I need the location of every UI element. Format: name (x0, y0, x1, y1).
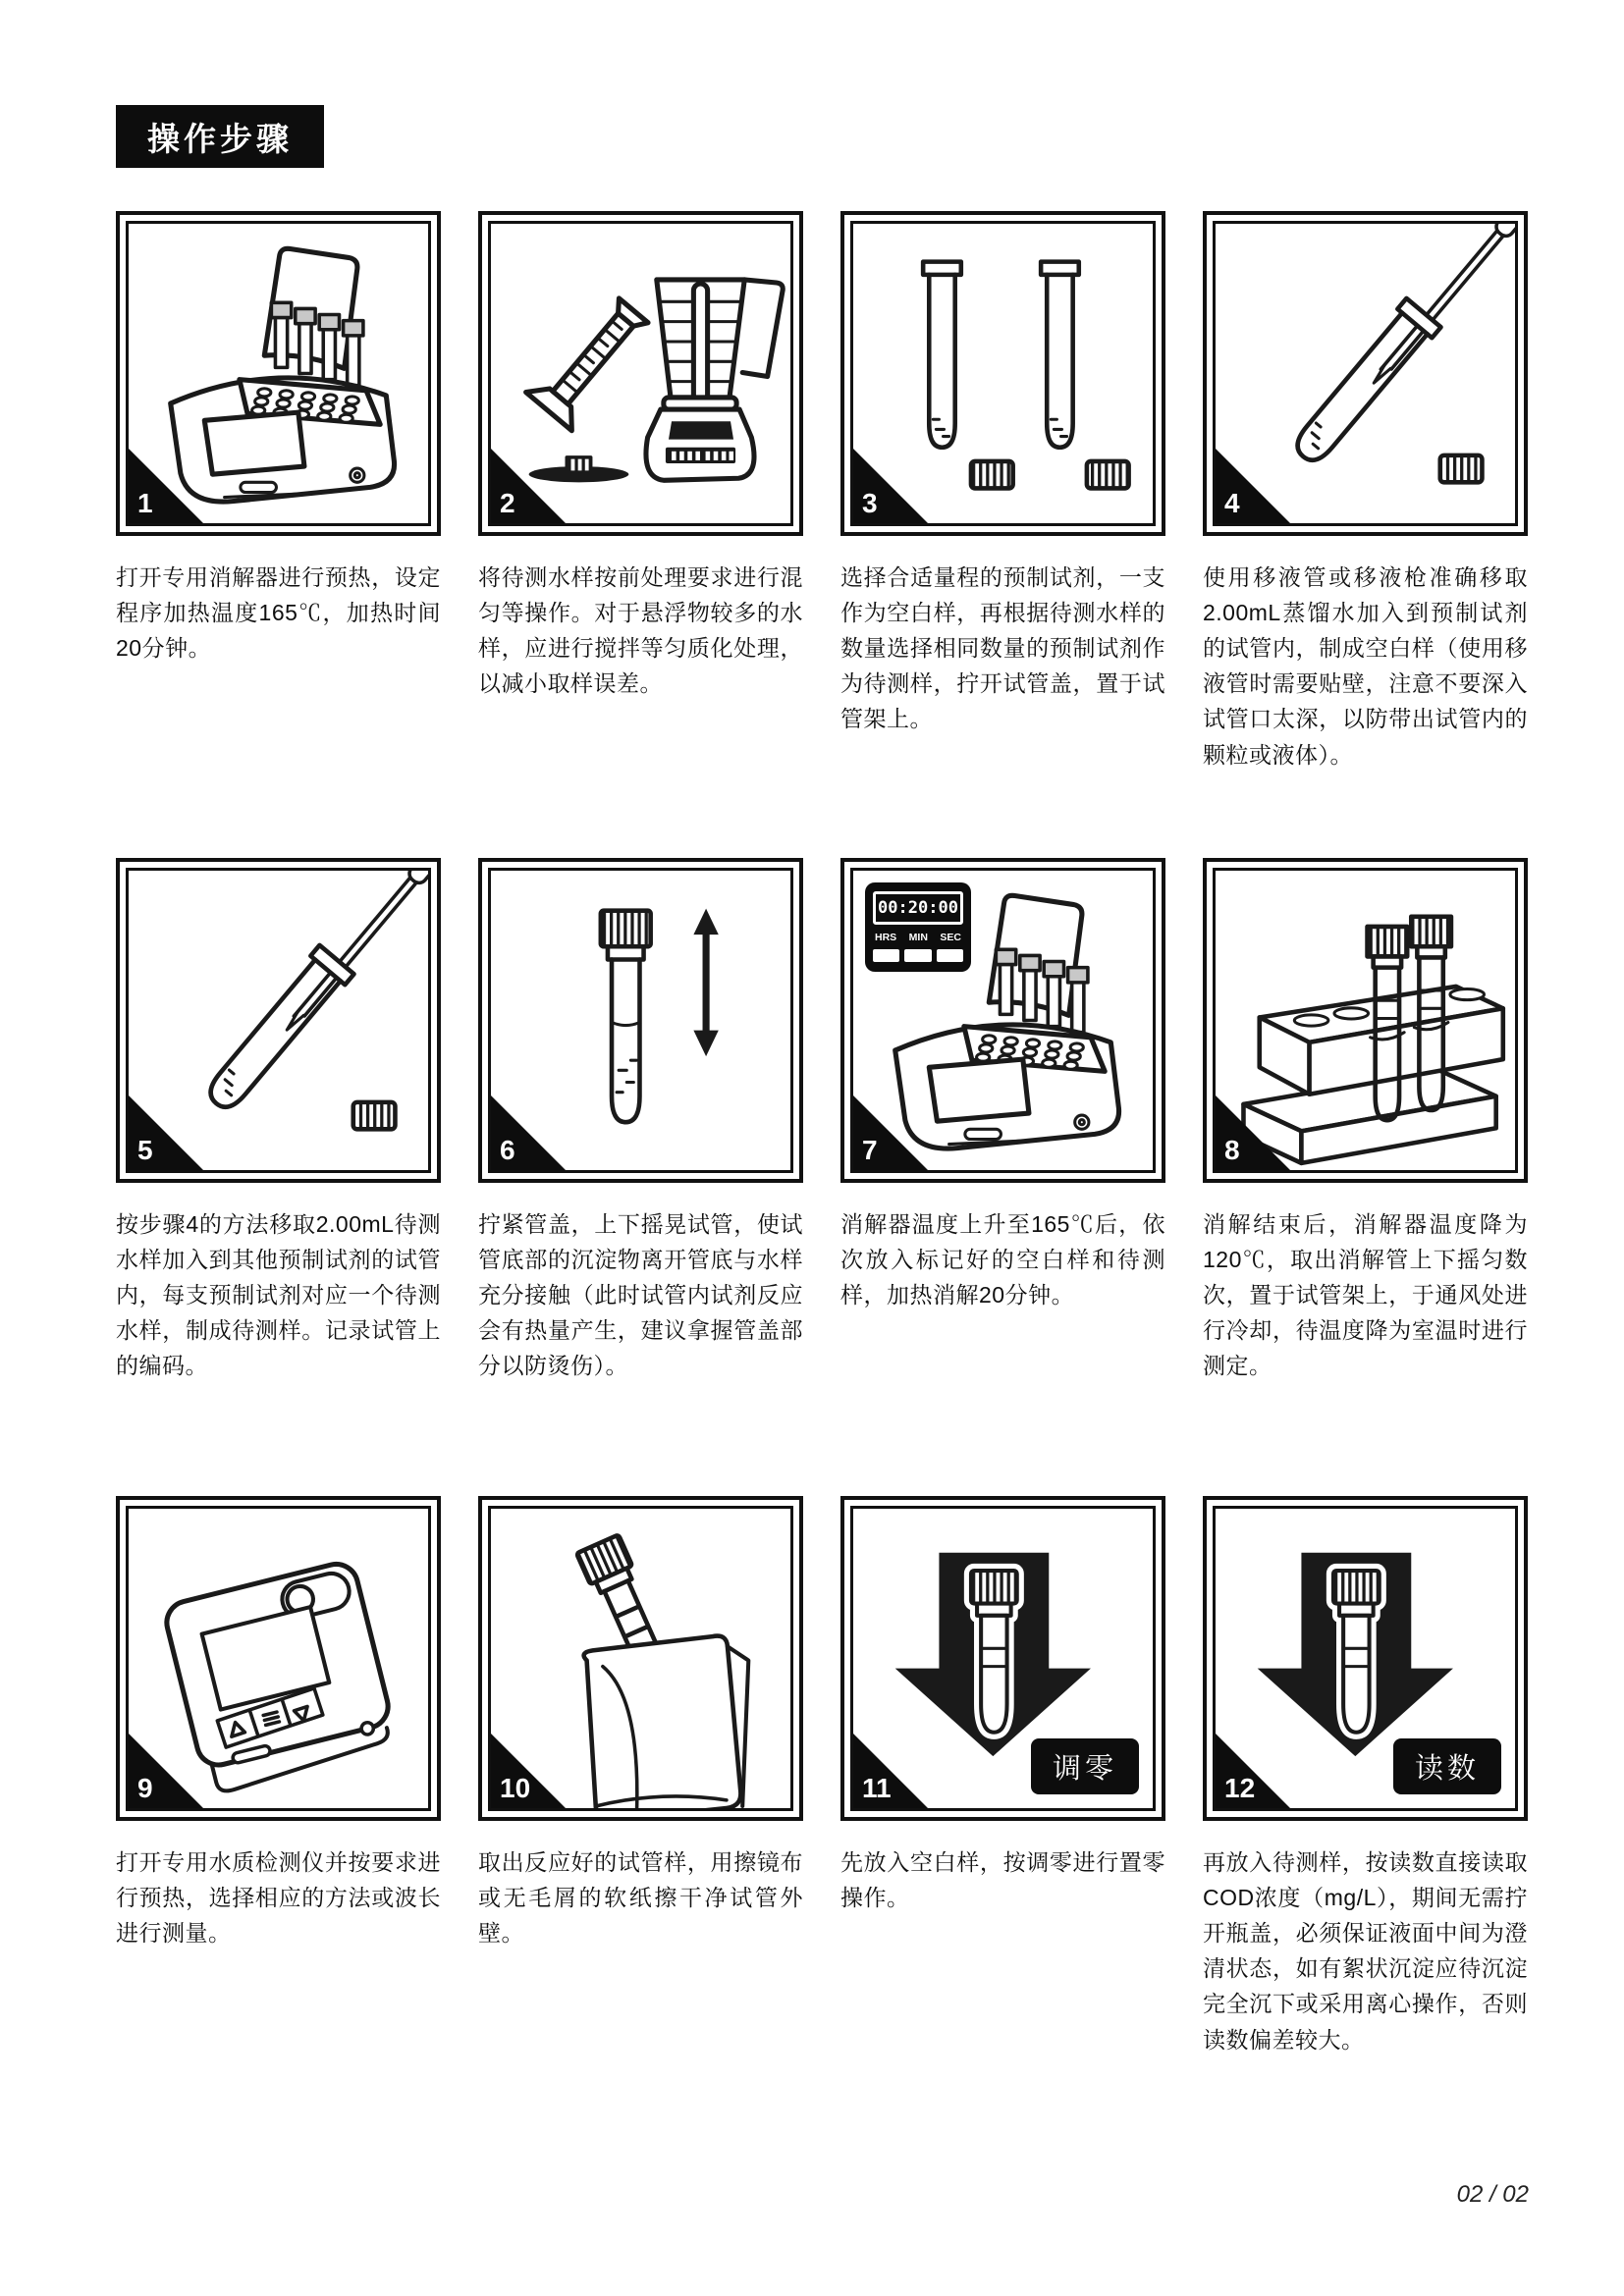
step-cell-4 (1203, 211, 1528, 858)
step-10-figure (478, 1496, 803, 1821)
step-cell-11 (840, 1496, 1165, 2057)
step-number: 8 (1224, 1135, 1240, 1165)
step-5-figure (116, 858, 441, 1183)
step-number: 1 (137, 488, 153, 518)
step-cell-7 (840, 858, 1165, 1496)
step-6-figure (478, 858, 803, 1183)
step-7-figure (840, 858, 1165, 1183)
timer-buttons (873, 949, 963, 962)
reagent-tubes-illustration (853, 224, 1153, 523)
step-caption: 取出反应好的试管样，用擦镜布或无毛屑的软纸擦干净试管外壁。 (478, 1849, 803, 1947)
timer-sec-label: SEC (940, 932, 961, 943)
step-cell-10 (478, 1496, 803, 2057)
step-number: 10 (500, 1773, 531, 1803)
step-caption: 打开专用水质检测仪并按要求进行预热，选择相应的方法或波长进行测量。 (116, 1849, 441, 1947)
step-1-figure (116, 211, 441, 536)
step-number: 11 (862, 1773, 892, 1803)
step-caption: 选择合适量程的预制试剂，一支作为空白样，再根据待测水样的数量选择相同数量的预制试剂作为待测样，拧开试管盖，置于试管架上。 (840, 564, 1165, 732)
pipette-into-tube-illustration (129, 871, 428, 1170)
step-number: 3 (862, 488, 878, 518)
step-cell-9 (116, 1496, 441, 2057)
steps-grid (116, 211, 1528, 2057)
step-number: 7 (862, 1135, 878, 1165)
timer-screen: 00:20:00 (873, 891, 963, 925)
step-number: 5 (137, 1135, 153, 1165)
section-title: 操作步骤 (147, 120, 293, 157)
step-12-figure (1203, 1496, 1528, 1821)
step-number: 2 (500, 488, 515, 518)
step-cell-8 (1203, 858, 1528, 1496)
water-quality-detector-illustration (129, 1509, 428, 1808)
step-cell-1 (116, 211, 441, 858)
step-8-figure (1203, 858, 1528, 1183)
step-caption: 按步骤4的方法移取2.00mL待测水样加入到其他预制试剂的试管内，每支预制试剂对应一个待测水样，制成待测样。记录试管上的编码。 (116, 1211, 441, 1379)
step-caption: 将待测水样按前处理要求进行混匀等操作。对于悬浮物较多的水样，应进行搅拌等匀质化处理，以减小取样误差。 (478, 564, 803, 697)
timer-units (875, 932, 961, 943)
step-cell-5 (116, 858, 441, 1496)
step-caption: 消解器温度上升至165℃后，依次放入标记好的空白样和待测样，加热消解20分钟。 (840, 1211, 1165, 1308)
step-cell-2 (478, 211, 803, 858)
pipette-into-tube-illustration (1216, 224, 1515, 523)
step-3-figure (840, 211, 1165, 536)
step-caption: 再放入待测样，按读数直接读取COD浓度（mg/L），期间无需拧开瓶盖，必须保证液面中间为澄清状态，如有絮状沉淀应待沉淀完全沉下或采用离心操作，否则读数偏差较大。 (1203, 1849, 1528, 2053)
timer-display (865, 882, 971, 972)
timer-hrs-label: HRS (875, 932, 897, 943)
step-caption: 先放入空白样，按调零进行置零操作。 (840, 1849, 1165, 1911)
step-cell-3 (840, 211, 1165, 858)
step-caption: 拧紧管盖，上下摇晃试管，使试管底部的沉淀物离开管底与水样充分接触（此时试管内试剂反应会有热量产生，建议拿握管盖部分以防烫伤）。 (478, 1211, 803, 1379)
timer-min-label: MIN (908, 932, 928, 943)
step-9-figure (116, 1496, 441, 1821)
read-button-label: 读数 (1393, 1738, 1501, 1794)
step-number: 4 (1224, 488, 1240, 518)
tubes-on-rack-illustration (1216, 871, 1515, 1170)
wipe-tube-with-cloth-illustration (491, 1509, 790, 1808)
step-caption: 使用移液管或移液枪准确移取2.00mL蒸馏水加入到预制试剂的试管内，制成空白样（使用移液管时需要贴壁，注意不要深入试管口太深，以防带出试管内的颗粒或液体）。 (1203, 564, 1528, 768)
step-cell-6 (478, 858, 803, 1496)
page-number: 02 / 02 (1456, 2181, 1529, 2208)
shake-tube-illustration (491, 871, 790, 1170)
step-caption: 打开专用消解器进行预热，设定程序加热温度165℃，加热时间20分钟。 (116, 564, 441, 662)
step-number: 9 (137, 1773, 153, 1803)
step-number: 6 (500, 1135, 515, 1165)
measuring-cylinder-and-blender-illustration (491, 224, 790, 523)
step-11-figure (840, 1496, 1165, 1821)
step-number: 12 (1224, 1773, 1256, 1803)
step-caption: 消解结束后，消解器温度降为120℃，取出消解管上下摇匀数次，置于试管架上，于通风处进行冷却，待温度降为室温时进行测定。 (1203, 1211, 1528, 1379)
step-cell-12 (1203, 1496, 1528, 2057)
step-4-figure (1203, 211, 1528, 536)
digester-illustration (129, 224, 428, 523)
section-title-badge (116, 105, 324, 168)
zero-button-label: 调零 (1031, 1738, 1139, 1794)
step-2-figure (478, 211, 803, 536)
